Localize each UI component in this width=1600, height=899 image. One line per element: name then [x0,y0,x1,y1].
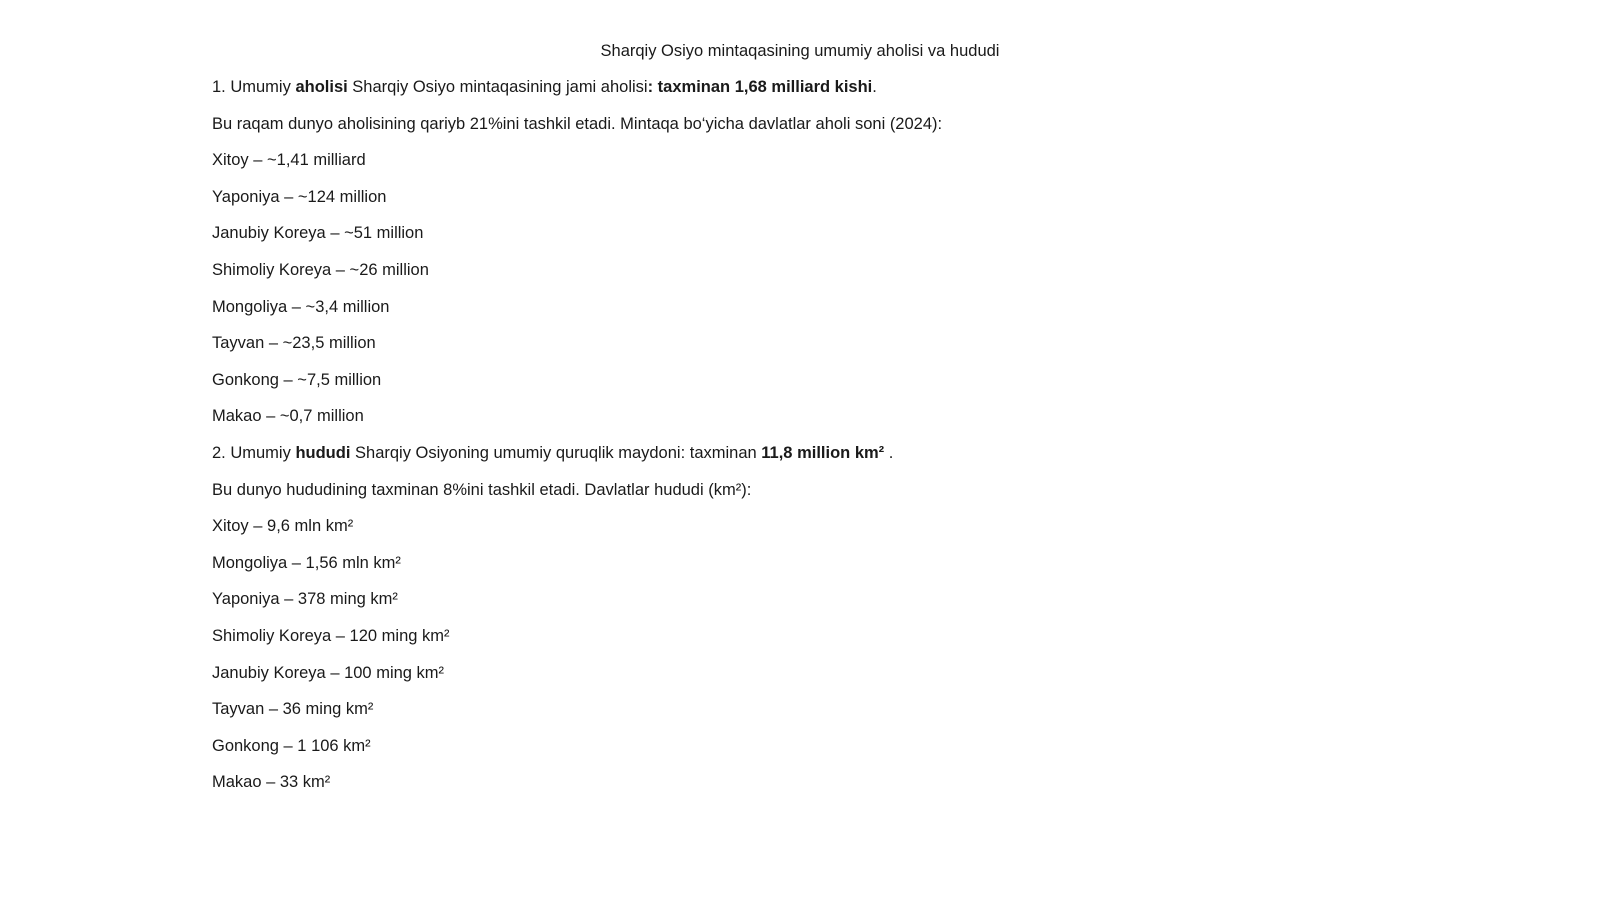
population-item: Mongoliya – ~3,4 million [212,297,390,316]
section2-keyword: hududi [295,443,351,462]
section1-note: Bu raqam dunyo aholisining qariyb 21%ini tashkil etadi. Mintaqa bo‘yicha davlatlar aholi soni (2024): [212,114,943,133]
section2-heading [212,442,1392,464]
document-body [212,76,1392,808]
section2-text: Sharqiy Osiyoning umumiy quruqlik maydoni: taxminan [350,443,762,462]
population-item: Janubiy Koreya – ~51 million [212,224,424,243]
area-item: Shimoliy Koreya – 120 ming km² [212,626,450,645]
population-item: Xitoy – ~1,41 milliard [212,151,366,170]
document-title: Sharqiy Osiyo mintaqasining umumiy aholisi va hududi [600,42,1000,60]
population-item: Yaponiya – ~124 million [212,187,387,206]
section2-number: 2. Umumiy [212,443,296,462]
area-item: Janubiy Koreya – 100 ming km² [212,663,445,682]
section2-end: . [884,443,894,462]
area-item: Gonkong – 1 106 km² [212,736,371,755]
section1-keyword: aholisi [295,78,348,96]
section1-text: Sharqiy Osiyo mintaqasining jami aholisi [347,78,648,96]
area-item: Mongoliya – 1,56 mln km² [212,553,401,572]
section1-number: 1. Umumiy [212,78,296,96]
population-item: Shimoliy Koreya – ~26 million [212,260,429,279]
population-item: Makao – ~0,7 million [212,407,364,426]
area-item: Makao – 33 km² [212,773,331,792]
area-item: Xitoy – 9,6 mln km² [212,517,354,536]
section1-end: . [872,78,877,96]
population-item: Gonkong – ~7,5 million [212,370,382,389]
population-item: Tayvan – ~23,5 million [212,334,376,353]
section1-heading [212,76,1392,98]
area-item: Yaponiya – 378 ming km² [212,590,398,609]
section1-emphasis: : taxminan 1,68 milliard kishi [647,78,873,96]
section2-emphasis: 11,8 million km² [761,443,885,462]
section2-note: Bu dunyo hududining taxminan 8%ini tashkil etadi. Davlatlar hududi (km²): [212,480,752,499]
area-item: Tayvan – 36 ming km² [212,700,374,719]
